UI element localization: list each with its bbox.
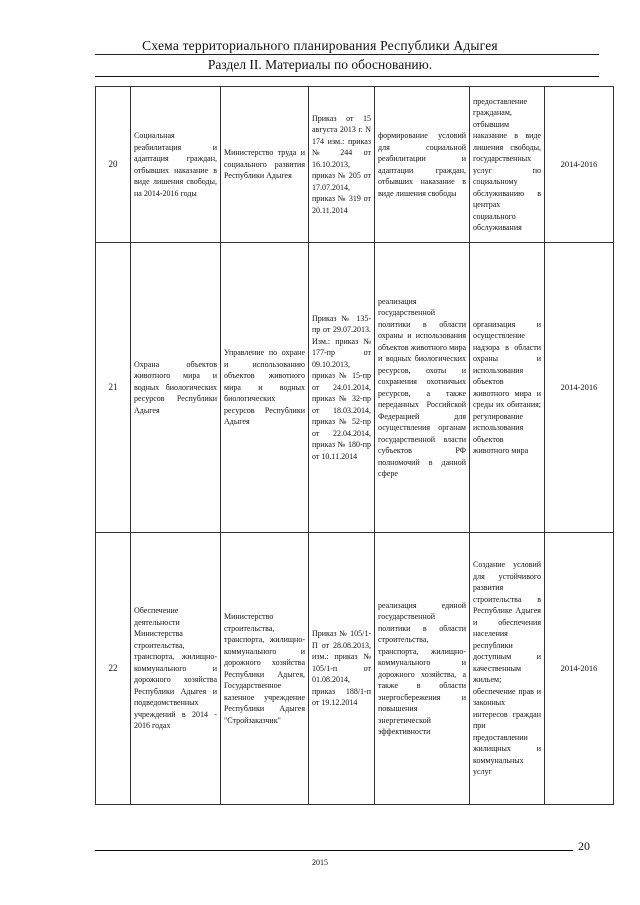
responsible-org: Министерство труда и социального развития Республики Адыгея xyxy=(221,87,309,243)
order-details: Приказ от 15 августа 2013 г. N 174 изм.: приказ № 244 от 16.10.2013, приказ № 205 от 17.07.2014, приказ № 319 от 20.11.2014 xyxy=(309,87,375,243)
document-title: Схема территориального планирования Республики Адыгея xyxy=(142,38,498,53)
header-divider xyxy=(95,54,599,55)
order-details: Приказ № 135-пр от 29.07.2013. Изм.: приказ № 177-пр от 09.10.2013, приказ № 15-пр от 24.01.2014, приказ № 32-пр от 18.03.2014, приказ № 52-пр от 22.04.2014, приказ № 180-пр от 10.11.2014 xyxy=(309,243,375,533)
program-goal: реализация государственной политики в области охраны и использования объектов животного мира и водных биологических ресурсов, охоты и сохранения охотничьих ресурсов, а также переданных Российской Федерацией для осуществления органам государственной власти субъектов РФ полномочий в данной сфере xyxy=(375,243,470,533)
program-name: Социальная реабилитация и адаптация граждан, отбывших наказание в виде лишения свободы, на 2014-2016 годы xyxy=(131,87,221,243)
program-goal: реализация единой государственной политики в области строительства, транспорта, жилищно-коммунального и дорожного хозяйства, а также в области энергосбережения и повышения энергетической эффективности xyxy=(375,533,470,805)
program-period: 2014-2016 xyxy=(545,533,614,805)
program-name: Охрана объектов животного мира и водных биологических ресурсов Республики Адыгея xyxy=(131,243,221,533)
footer-divider xyxy=(95,850,573,851)
responsible-org: Министерство строительства, транспорта, жилищно-коммунального и дорожного хозяйства Республики Адыгея, Государственное казенное учреждение Республики Адыгея "Стройзаказчик" xyxy=(221,533,309,805)
program-period: 2014-2016 xyxy=(545,87,614,243)
header-divider-bold xyxy=(95,76,599,77)
page-number: 20 xyxy=(578,839,590,853)
row-number: 20 xyxy=(96,87,131,243)
program-tasks: предоставление гражданам, отбывшим наказание в виде лишения свободы, государственных услуг по социальному обслуживанию в центрах социального обслуживания xyxy=(470,87,545,243)
programs-table xyxy=(95,86,614,805)
program-tasks: организация и осуществление надзора в области охраны и использования объектов животного мира и среды их обитания; регулирование использования объектов животного мира xyxy=(470,243,545,533)
order-details: Приказ № 105/1-П от 28.08.2013, изм.: приказ № 105/1-п от 01.08.2014, приказ 188/1-п от 19.12.2014 xyxy=(309,533,375,805)
program-name: Обеспечение деятельности Министерства строительства, транспорта, жилищно-коммунального и дорожного хозяйства Республики Адыгея и подведомственных учреждений в 2014 - 2016 годах xyxy=(131,533,221,805)
table-row xyxy=(96,87,614,243)
table-row xyxy=(96,533,614,805)
section-title: Раздел II. Материалы по обоснованию. xyxy=(207,57,433,72)
row-number: 22 xyxy=(96,533,131,805)
program-tasks: Создание условий для устойчивого развития строительства в Республике Адыгея и обеспечения населения республики доступным и качественным жильем; обеспечение прав и законных интересов граждан при предоставлении жилищных и коммунальных услуг xyxy=(470,533,545,805)
footer-year: 2015 xyxy=(312,858,328,867)
row-number: 21 xyxy=(96,243,131,533)
program-goal: формирование условий для социальной реабилитации и адаптации граждан, отбывших наказание в виде лишения свободы xyxy=(375,87,470,243)
table-row xyxy=(96,243,614,533)
responsible-org: Управление по охране и использованию объектов животного мира и водных биологических ресурсов Республики Адыгея xyxy=(221,243,309,533)
program-period: 2014-2016 xyxy=(545,243,614,533)
